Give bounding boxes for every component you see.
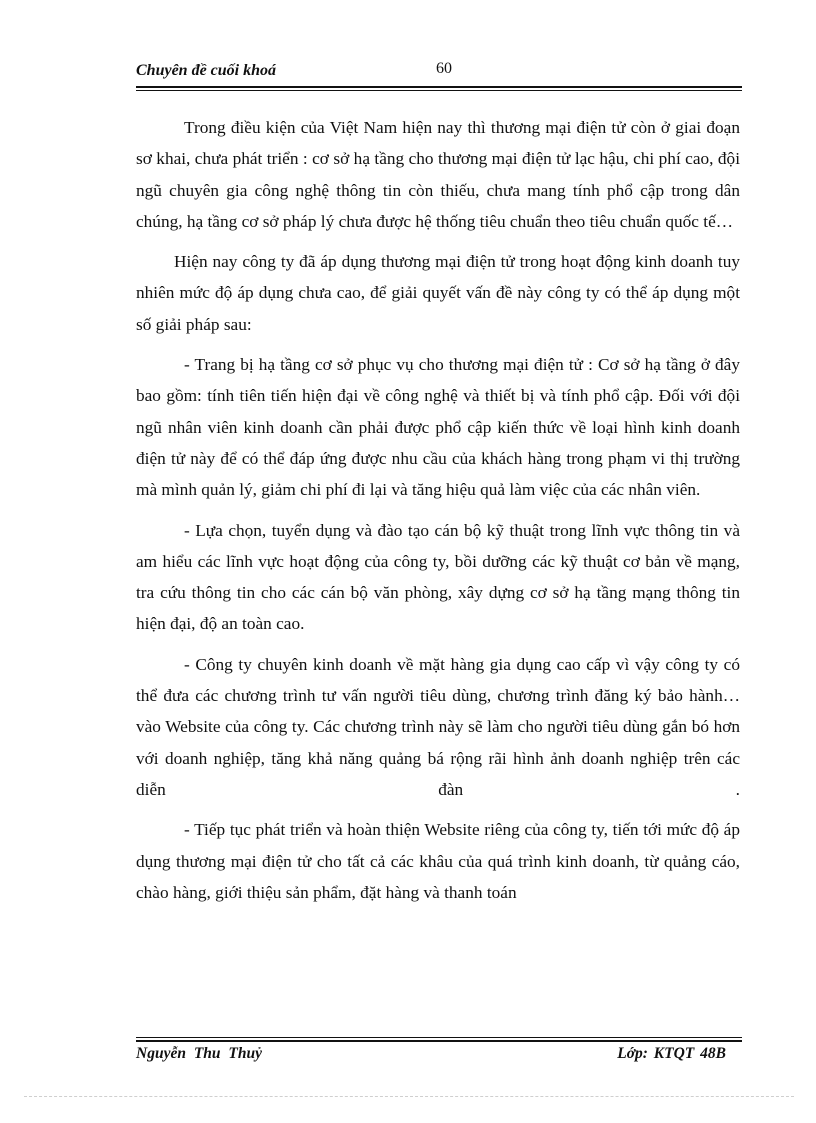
paragraph: - Công ty chuyên kinh doanh về mặt hàng gia dụng cao cấp vì vậy công ty có thể đưa các chương trình tư vấn người tiêu dùng, chương trình đăng ký bảo hành… vào Website của công ty. Các chương trình này sẽ làm cho người tiêu dùng gắn bó hơn với doanh nghiệp, tăng khả năng quảng bá rộng rãi hình ảnh doanh nghiệp trên các diễn đàn . <box>136 654 740 799</box>
page-number: 60 <box>436 60 452 77</box>
footer-rule <box>136 1040 742 1042</box>
body-text <box>136 112 740 917</box>
footer-rule-thin <box>136 1037 742 1038</box>
paragraph: - Tiếp tục phát triển và hoàn thiện Website riêng của công ty, tiến tới mức độ áp dụng thương mại điện tử cho tất cả các khâu của quá trình kinh doanh, từ quảng cáo, chào hàng, giới thiệu sản phẩm, đặt hàng và thanh toán <box>136 820 740 902</box>
page-header <box>136 60 742 86</box>
page-edge <box>24 1096 794 1097</box>
document-title: Chuyên đề cuối khoá <box>136 62 277 79</box>
paragraph: - Trang bị hạ tầng cơ sở phục vụ cho thương mại điện tử : Cơ sở hạ tầng ở đây bao gồm: tính tiên tiến hiện đại về công nghệ và thiết bị và tính phổ cập. Đối với đội ngũ nhân viên kinh doanh cần phải được phổ cập kiến thức về loại hình kinh doanh điện tử này để có thể đáp ứng được nhu cầu của khách hàng trong phạm vi thị trường mà mình quản lý, giảm chi phí đi lại và tăng hiệu quả làm việc của các nhân viên. <box>136 355 740 500</box>
paragraph: Hiện nay công ty đã áp dụng thương mại điện tử trong hoạt động kinh doanh tuy nhiên mức độ áp dụng chưa cao, để giải quyết vấn đề này công ty có thể áp dụng một số giải pháp sau: <box>136 252 740 334</box>
header-rule-thin <box>136 90 742 91</box>
header-rule <box>136 86 742 88</box>
footer-class: Lớp: KTQT 48B <box>617 1045 726 1062</box>
footer-author: Nguyễn Thu Thuỷ <box>136 1045 262 1062</box>
paragraph: Trong điều kiện của Việt Nam hiện nay thì thương mại điện tử còn ở giai đoạn sơ khai, chưa phát triển : cơ sở hạ tầng cho thương mại điện tử lạc hậu, chi phí cao, đội ngũ chuyên gia công nghệ thông tin còn thiếu, chưa mang tính phổ cập trong dân chúng, hạ tầng cơ sở pháp lý chưa được hệ thống tiêu chuẩn theo tiêu chuẩn quốc tế… <box>136 118 740 231</box>
paragraph: - Lựa chọn, tuyển dụng và đào tạo cán bộ kỹ thuật trong lĩnh vực thông tin và am hiểu các lĩnh vực hoạt động của công ty, bồi dưỡng các kỹ thuật cơ bản về mạng, tra cứu thông tin cho các cán bộ văn phòng, xây dựng cơ sở hạ tầng mạng thông tin hiện đại, độ an toàn cao. <box>136 520 740 634</box>
